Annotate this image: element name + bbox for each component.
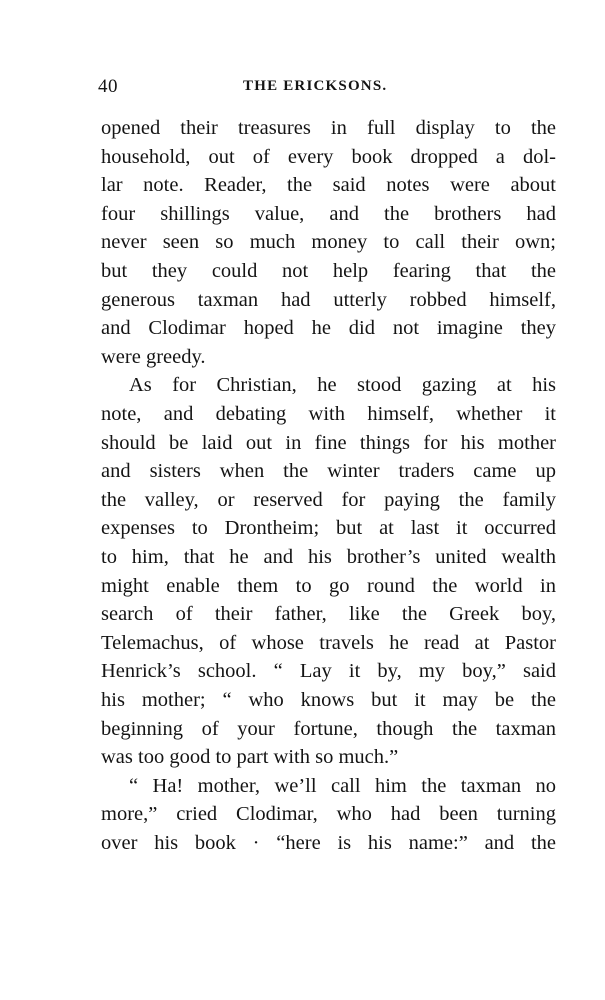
text-line: lar note. Reader, the said notes were about xyxy=(101,174,556,197)
text-line: should be laid out in fine things for his mother xyxy=(101,431,556,454)
text-line: but they could not help fearing that the xyxy=(101,260,556,282)
text-line: search of their father, like the Greek boy, xyxy=(101,603,556,626)
text-line: household, out of every book dropped a dol- xyxy=(101,145,556,168)
page-header xyxy=(98,76,558,100)
text-line: were greedy. xyxy=(101,345,206,368)
text-line: “ Ha! mother, we’ll call him the taxman no xyxy=(129,774,556,797)
running-title: THE ERICKSONS. xyxy=(243,78,388,94)
text-line: over his book · “here is his name:” and the xyxy=(101,832,556,854)
text-line: his mother; “ who knows but it may be the xyxy=(101,689,556,711)
text-line: might enable them to go round the world in xyxy=(101,574,556,597)
text-line: never seen so much money to call their own; xyxy=(101,231,556,254)
text-line: and sisters when the winter traders came up xyxy=(101,460,556,483)
text-line: was too good to part with so much.” xyxy=(101,746,399,769)
text-line: more,” cried Clodimar, who had been turning xyxy=(101,803,556,826)
text-line: generous taxman had utterly robbed himself, xyxy=(101,288,556,311)
text-line: to him, that he and his brother’s united wealth xyxy=(101,546,556,568)
text-line: four shillings value, and the brothers had xyxy=(101,202,556,225)
text-line: and Clodimar hoped he did not imagine they xyxy=(101,317,556,340)
text-line: the valley, or reserved for paying the family xyxy=(101,488,556,511)
text-line: opened their treasures in full display to the xyxy=(101,117,556,139)
text-line: Henrick’s school. “ Lay it by, my boy,” said xyxy=(101,660,556,683)
page-number: 40 xyxy=(98,76,118,97)
text-line: expenses to Drontheim; but at last it occurred xyxy=(101,517,556,540)
text-line: beginning of your fortune, though the taxman xyxy=(101,717,556,740)
text-line: note, and debating with himself, whether it xyxy=(101,403,556,425)
text-line: As for Christian, he stood gazing at his xyxy=(129,374,556,397)
text-line: Telemachus, of whose travels he read at Pastor xyxy=(101,631,556,654)
